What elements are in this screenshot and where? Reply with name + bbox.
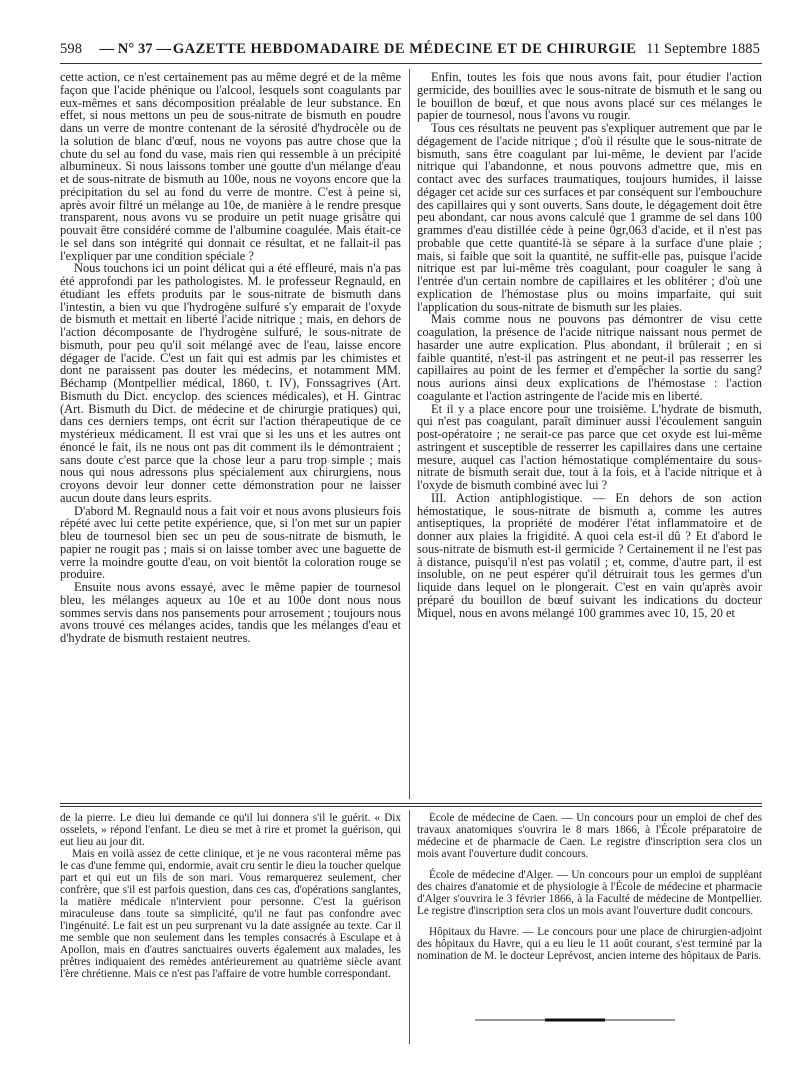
paragraph: Et il y a place encore pour une troisième. L'hydrate de bismuth, qui n'est pas coagulant, paraît diminuer aussi l'écoulement sanguin post-opératoire ; ne serait-ce pas parce que cet oxyde est lui-même astringent et susceptible de resserrer les capillaires dans une certaine mesure, auquel cas l'action hémostatique complémentaire du sous-nitrate de bismuth serait due, tout à la fois, et à l'acide nitrique et à l'oxyde de bismuth combiné avec lui ? <box>417 401 762 492</box>
news-column <box>417 812 762 1012</box>
feuilleton-column <box>60 812 401 1044</box>
paragraph: D'abord M. Regnauld nous a fait voir et nous avons plusieurs fois répété avec lui cette petite expérience, que, si l'on met sur un papier bleu de tournesol bien sec un peu de sous-nitrate de bismuth, le papier ne rougit pas ; mais si on laisse tomber avec une baguette de verre la moindre goutte d'eau, on voit bientôt la coloration rouge se produire. <box>60 503 401 582</box>
paragraph: de la pierre. Le dieu lui demande ce qu'il lui donnera s'il le guérit. « Dix osselets, » répond l'enfant. Le dieu se met à rire et promet la guérison, qui eut lieu au jour dit. <box>60 812 401 848</box>
header-rule <box>60 63 762 64</box>
paragraph: Mais en voilà assez de cette clinique, et je ne vous raconterai même pas le cas d'une femme qui, endormie, avait cru sentir le dieu la toucher quelque part et qui eut un fils de son mari. Vous remarquerez seulement, cher confrère, que s'il est parfois question, dans ces cas, d'opérations sanglantes, la matière médicale n'intervient pour personne. C'est la guérison miraculeuse dans toute sa simplicité, qu'il ne faut pas confondre avec l'ingénuité. Le fait est un peu surprenant vu la date assignée au texte. Car il me semble que non seulement dans les temples consacrés à Esculape et à Apollon, mais en d'autres sanctuaires ouverts également aux malades, les prêtres indiquaient des remèdes antérieurement au quatrième siècle avant l'ère chrétienne. Mais ce n'est pas l'affaire de votre humble correspondant. <box>60 848 401 980</box>
page-number: 598 <box>60 40 83 57</box>
right-column <box>417 71 762 799</box>
paragraph: Enfin, toutes les fois que nous avons fait, pour étudier l'action germicide, des bouillies avec le sous-nitrate de bismuth et le sang ou le bouillon de bœuf, et que nous avons placé sur ces mélanges le papier de tournesol, nous l'avons vu rougir. <box>417 71 762 123</box>
column-divider <box>409 69 410 799</box>
paragraph: III. Action antiphlogistique. — En dehors de son action hémostatique, le sous-nitrate de bismuth a, comme les autres antiseptiques, la propriété de modérer l'état inflammatoire et de donner aux plaies la frigidité. A quoi cela est-il dû ? Et d'abord le sous-nitrate de bismuth est-il germicide ? Certainement il ne l'est pas à distance, puisqu'il n'est pas volatil ; et, comme, d'autre part, il est insoluble, on ne peut espérer qu'il détruirait tous les germes d'un liquide dans lequel on le plongerait. C'est en vain qu'après avoir préparé du bouillon de bœuf suivant les indications du docteur Miquel, nous en avons mélangé 100 grammes avec 10, 15, 20 et <box>417 490 762 620</box>
news-item: Hôpitaux du Havre. — Le concours pour une place de chirurgien-adjoint des hôpitaux du Havre, qui a eu lieu le 11 août courant, s'est terminé par la nomination de M. le docteur Leprévost, ancien interne des hôpitaux de Paris. <box>417 926 762 962</box>
feuilleton-rule <box>60 803 762 804</box>
feuilleton-rule-double <box>60 806 762 807</box>
column-divider <box>409 810 410 1044</box>
journal-title: GAZETTE HEBDOMADAIRE DE MÉDECINE ET DE CHIRURGIE <box>172 40 637 57</box>
running-header <box>60 38 760 60</box>
paragraph: cette action, ce n'est certainement pas au même degré et de la même façon que l'acide phénique ou l'alcool, lesquels sont coagulants par eux-mêmes et sans décomposition préalable de leur substance. En effet, si nous mettons un peu de sous-nitrate de bismuth en poudre dans un verre de montre contenant de la sérosité d'hydrocèle ou de la solution de blanc d'œuf, nous ne voyons pas autre chose que la chute du sel au fond du vase, mais rien qui ressemble à un précipité albumineux. Si nous laissons tomber une goutte d'un mélange d'eau et de sous-nitrate de bismuth au 100e, nous ne voyons encore que la précipitation du sel au fond du verre de montre. C'est à peine si, après avoir filtré un mélange au 10e, de manière à le rendre presque transparent, nous avons vu se produire un petit nuage grisâtre qui pouvait être considéré comme de l'albumine coagulée. Mais était-ce le sel dans son intégrité qui donnait ce résultat, et ne fallait-il pas l'expliquer par une condition spéciale ? <box>60 71 401 263</box>
issue-date: 11 Septembre 1885 <box>646 40 760 57</box>
paragraph: Tous ces résultats ne peuvent pas s'expliquer autrement que par le dégagement de l'acide nitrique ; d'où il résulte que le sous-nitrate de bismuth, sans être coagulant par lui-même, le devient par l'acide nitrique qui l'abandonne, et nous pouvons admettre que, mis en contact avec des surfaces traumatiques, toujours humides, il laisse dégager cet acide sur ces surfaces et par conséquent sur l'embouchure des capillaires qui y sont ouverts. Sans doute, le dégagement doit être peu abondant, car nous avons calculé que 1 gramme de sel dans 100 grammes d'eau distillée cède à peine 0gr,063 d'acide, et il n'est pas probable que cette quantité-là se sépare à la surface d'une plaie ; mais, si faible que soit la quantité, ne suffit-elle pas, puisque l'acide nitrique est par lui-même très coagulant, pour coaguler le sang à l'entrée d'un certain nombre de capillaires et les oblitérer ; d'où une explication de l'hémostase plus ou moins imparfaite, qui suit l'application du sous-nitrate de bismuth sur les plaies. <box>417 121 762 314</box>
paragraph: Mais comme nous ne pouvons pas démontrer de visu cette coagulation, la présence de l'acide nitrique naissant nous permet de hasarder une autre explication. Plus abondant, il brûlerait ; en si faible quantité, n'est-il pas astringent et ne peut-il pas resserrer les capillaires au point de les fermer et d'empêcher la sortie du sang? nous aurions ainsi deux explications de l'hémostase : l'action coagulante et l'action astringente de l'acide mis en liberté. <box>417 312 762 403</box>
paragraph: Nous touchons ici un point délicat qui a été effleuré, mais n'a pas été approfondi par les pathologistes. M. le professeur Regnauld, en étudiant les effets produits par le sous-nitrate de bismuth dans l'intestin, a bien vu que l'hydrogène sulfuré s'y emparait de l'oxyde de bismuth et mettait en liberté l'acide nitrique ; mais, en dehors de l'action décomposante de l'hydrogène sulfuré, le sous-nitrate de bismuth, pour peu qu'il soit mélangé avec de l'eau, laisse encore dégager de l'acide. C'est un fait qui est admis par les chimistes et dont ne paraissent pas douter les médecins, et notamment MM. Béchamp (Montpellier médical, 1860, t. IV), Fonssagrives (Art. Bismuth du Dict. encyclop. des sciences médicales), et H. Gintrac (Art. Bismuth du Dict. de médecine et de chirurgie pratiques) qui, dans ces derniers temps, ont écrit sur l'action thérapeutique de ce mystérieux médicament. Il est vrai que si les uns et les autres ont énoncé le fait, ils ne nous ont pas dit comment ils le démontraient ; sans doute c'est parce que la chose leur a paru trop simple ; mais nous qui nous adressons plus spécialement aux chirurgiens, nous croyons devoir leur donner cette démonstration pour ne laisser aucun doute dans leurs esprits. <box>60 261 401 505</box>
left-column <box>60 71 401 799</box>
issue-number: — N° 37 — <box>99 40 171 57</box>
news-item: École de médecine de Caen. — Un concours pour un emploi de chef des travaux anatomiques s'ouvrira le 8 mars 1866, à l'École préparatoire de médecine et de pharmacie de Caen. Le registre d'inscription sera clos un mois avant l'ouverture dudit concours. <box>417 812 762 860</box>
ornamental-rule <box>475 1018 675 1022</box>
news-item: École de médecine d'Alger. — Un concours pour un emploi de suppléant des chaires d'anatomie et de physiologie à l'École de médecine et pharmacie d'Alger s'ouvrira le 3 février 1866, à la Faculté de médecine de Montpellier. Le registre d'inscription sera clos un mois avant l'ouverture dudit concours. <box>417 869 762 917</box>
paragraph: Ensuite nous avons essayé, avec le même papier de tournesol bleu, les mélanges aqueux au 10e et au 100e dont nous nous sommes servis dans nos pansements pour arrosement ; toujours nous avons trouvé ces mélanges acides, tandis que les mélanges d'eau et d'hydrate de bismuth restaient neutres. <box>60 580 401 645</box>
